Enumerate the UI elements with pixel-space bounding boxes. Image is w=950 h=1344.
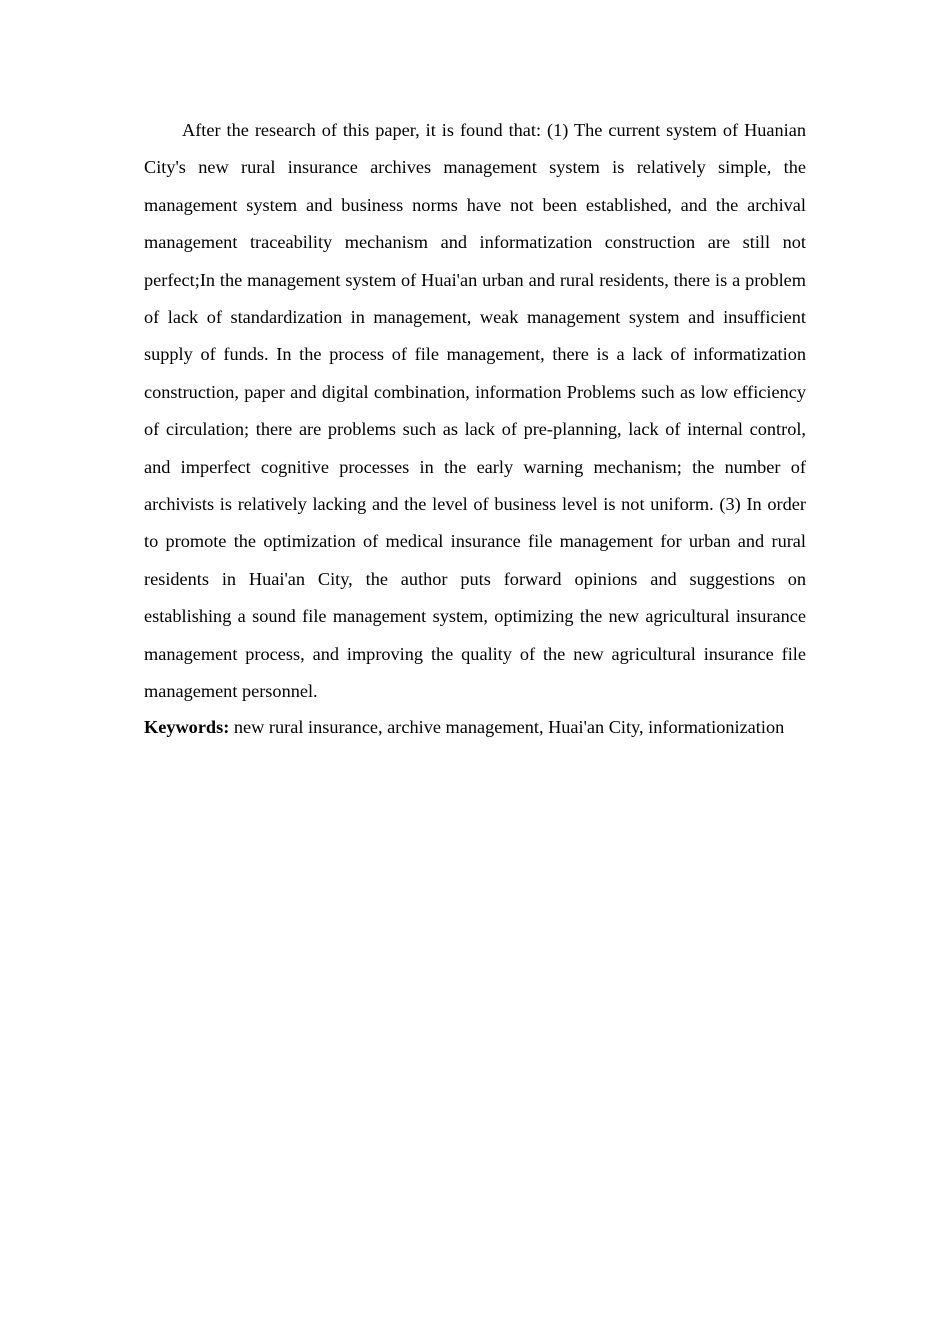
abstract-section — [144, 112, 806, 740]
abstract-paragraph: After the research of this paper, it is found that: (1) The current system of Huanian City's new rural insurance archives management system is relatively simple, the management system and business norms have not been established, and the archival management traceability mechanism and informatization construction are still not perfect;In the management system of Huai'an urban and rural residents, there is a problem of lack of standardization in management, weak management system and insufficient supply of funds. In the process of file management, there is a lack of informatization construction, paper and digital combination, information Problems such as low efficiency of circulation; there are problems such as lack of pre-planning, lack of internal control, and imperfect cognitive processes in the early warning mechanism; the number of archivists is relatively lacking and the level of business level is not uniform. (3) In order to promote the optimization of medical insurance file management for urban and rural residents in Huai'an City, the author puts forward opinions and suggestions on establishing a sound file management system, optimizing the new agricultural insurance management process, and improving the quality of the new agricultural insurance file management personnel. — [144, 120, 806, 702]
keywords-label: Keywords: — [144, 716, 230, 737]
keywords-text: new rural insurance, archive management, Huai'an City, informationization — [233, 716, 785, 737]
keywords-line — [144, 715, 806, 740]
